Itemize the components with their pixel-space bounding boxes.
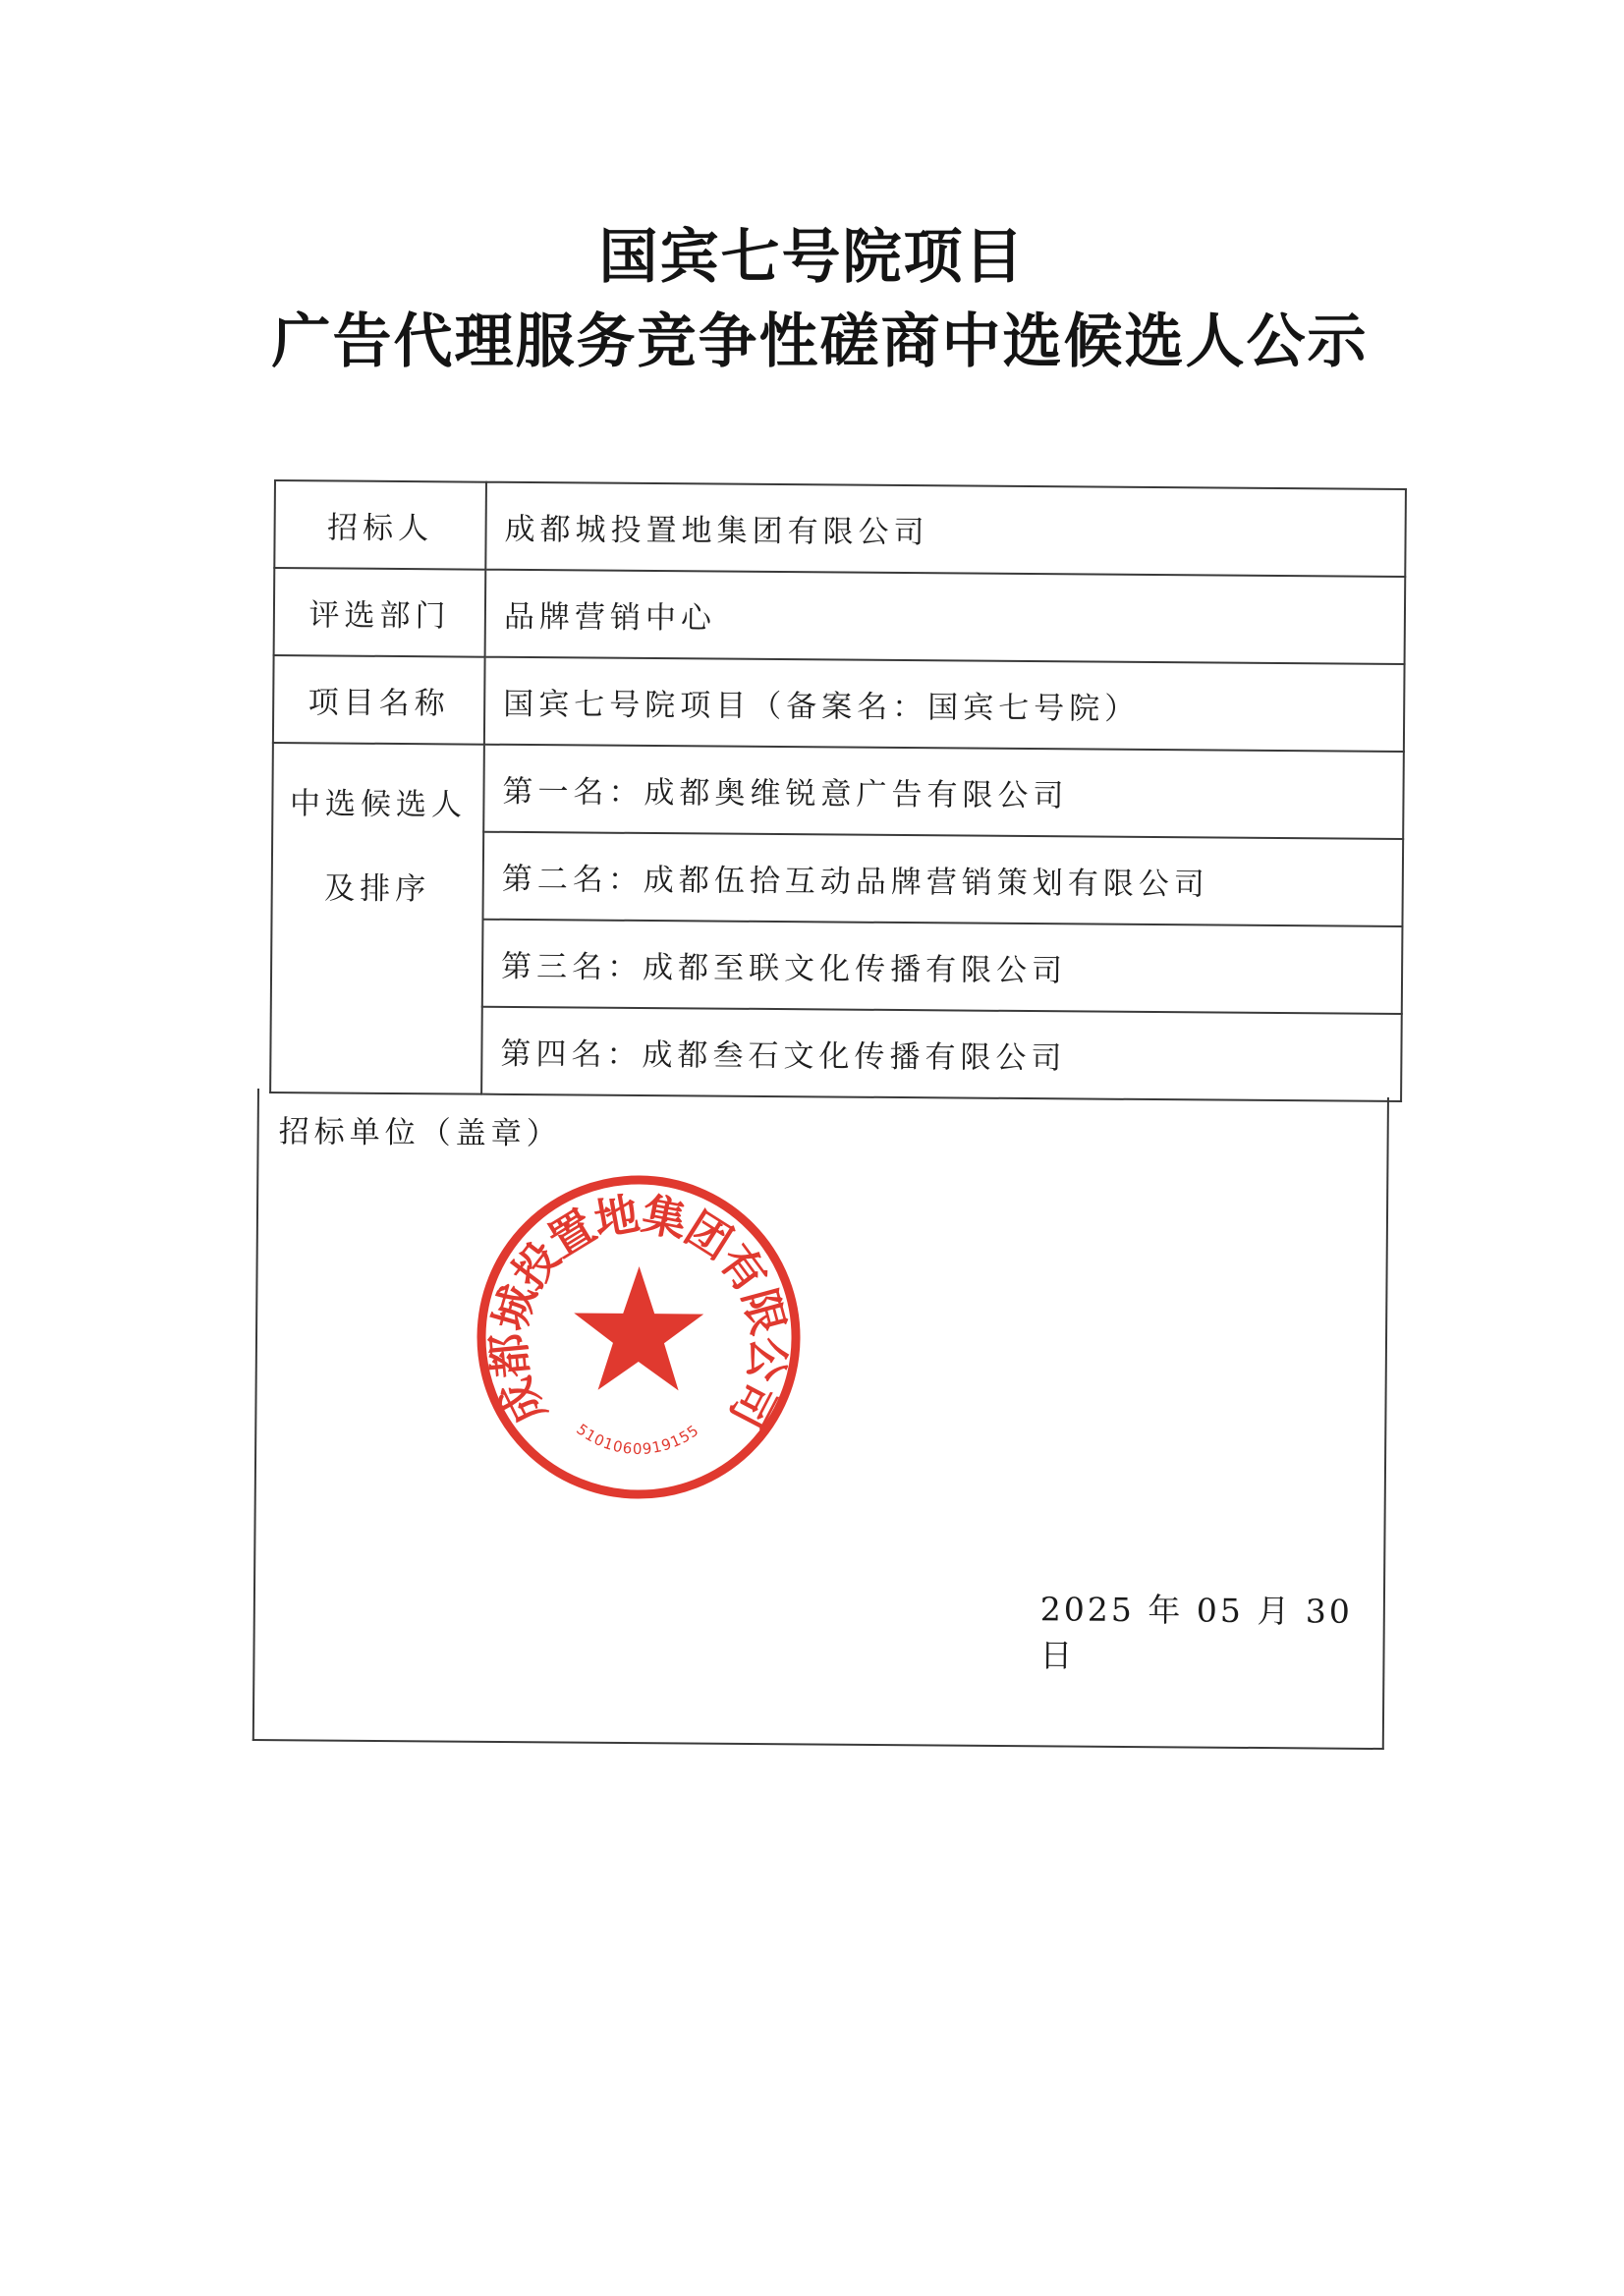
department-label: 评选部门 [274, 568, 486, 657]
tenderer-value: 成都城投置地集团有限公司 [485, 482, 1406, 577]
tenderer-row [274, 480, 1406, 577]
department-value: 品牌营销中心 [485, 570, 1406, 664]
document-title: 国宾七号院项目 [598, 223, 1026, 292]
seal-label: 招标单位（盖章） [278, 1114, 562, 1152]
company-seal [471, 1169, 808, 1506]
department-row [274, 568, 1406, 664]
document-subtitle: 广告代理服务竞争性磋商中选候选人公示 [271, 308, 1369, 376]
candidate-3: 第三名：成都至联文化传播有限公司 [482, 920, 1403, 1014]
project-value: 国宾七号院项目（备案名：国宾七号院） [484, 657, 1405, 752]
seal-section [252, 1089, 1389, 1750]
seal-name-path: 成都城投置地集团有限公司 [481, 1187, 796, 1435]
project-row [273, 655, 1405, 752]
tenderer-label: 招标人 [274, 480, 486, 570]
candidate-row [272, 743, 1404, 839]
candidates-label: 中选候选人及排序 [270, 743, 484, 1094]
candidate-2: 第二名：成都伍拾互动品牌营销策划有限公司 [482, 832, 1403, 926]
project-label: 项目名称 [273, 655, 485, 745]
seal-number-text [573, 1421, 702, 1459]
seal-star-icon [574, 1266, 704, 1391]
candidate-4: 第四名：成都叁石文化传播有限公司 [481, 1007, 1402, 1101]
announcement-table [269, 479, 1407, 1102]
seal-number-path: 5101060919155 [573, 1420, 703, 1458]
candidate-1: 第一名：成都奥维锐意广告有限公司 [483, 745, 1404, 839]
announcement-date: 2025 年 05 月 30 日 [1039, 1590, 1353, 1675]
